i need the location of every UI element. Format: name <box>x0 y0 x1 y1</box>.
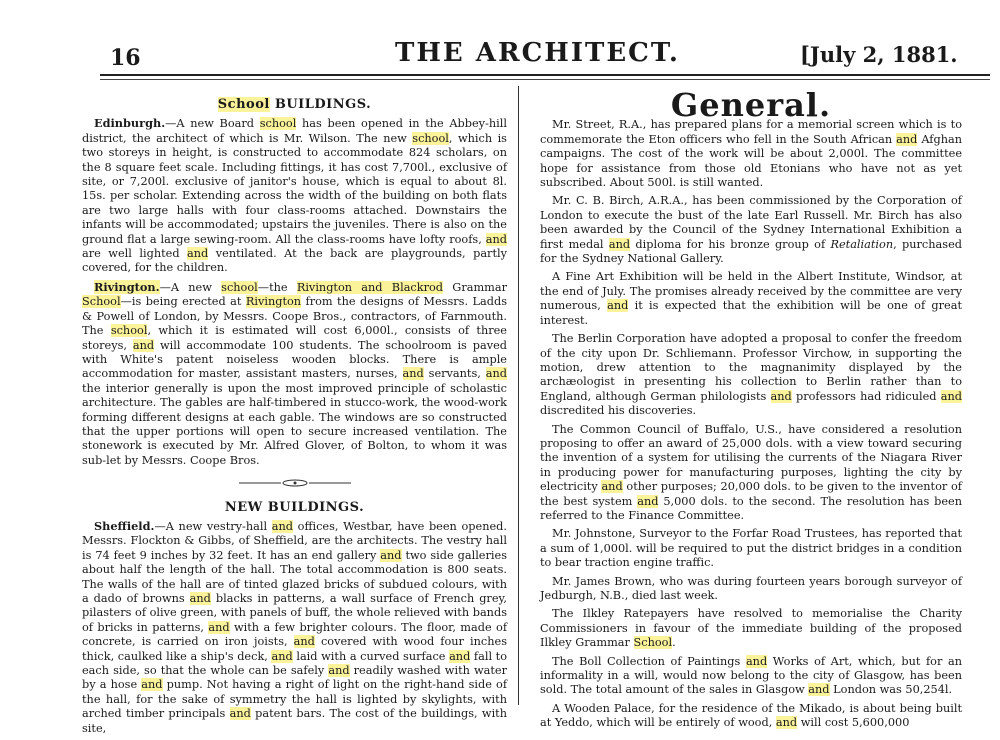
item-street-memorial <box>540 118 962 190</box>
text: A Fine Art Exhibition will be held in the Albert Institute, Windsor, at the end of July. The promises already received by the committee are very numerous, <box>540 270 962 313</box>
text: The Common Council of Buffalo, U.S., have considered a resolution proposing to offer an award of 25,000 dols. with a view toward securing the invention of a system for utilising the currents of the Niagara River in producing power for manufacturing purposes, lighting the city by electricity <box>540 422 962 494</box>
highlight: and <box>770 389 792 403</box>
text: blacks in patterns, a wall surface of French grey, pilasters of olive green, with panels of buff, the whole relieved with bands of bricks in patterns, <box>82 592 507 634</box>
text: servants, <box>423 367 486 381</box>
text: —A new <box>159 280 222 294</box>
item-boll-collection <box>540 655 962 698</box>
item-windsor-exhibition <box>540 270 962 328</box>
text: will accommodate 100 students. The schoolroom is paved with White's patent noiseless wooden blocks. There is ample accommodation for master, assistant masters, nurses, <box>82 338 507 381</box>
publication-title: THE ARCHITECT. <box>395 38 680 68</box>
highlight: Rivington <box>245 295 302 309</box>
item-james-brown <box>540 575 962 604</box>
text: The Berlin Corporation have adopted a proposal to confer the freedom of the city upon Dr. Schliemann. Professor Virchow, in supporting the motion, drew attention to the magnanimity displayed by the archæologist in presenting his collection to Berlin rather than to England, although German philologists <box>540 332 962 403</box>
text: 5,000 dols. to the second. The resolution has been referred to the Finance Committee. <box>540 494 962 522</box>
article-edinburgh <box>82 116 507 275</box>
section-divider-ornament <box>82 478 507 492</box>
article-lead: Sheffield. <box>94 518 155 533</box>
text: covered with wood four inches thick, caulked like a ship's deck, <box>82 635 507 663</box>
text: London was 50,254l. <box>829 683 953 697</box>
highlight: and <box>328 664 350 678</box>
highlight: school <box>412 131 449 145</box>
highlight: and <box>485 232 507 246</box>
text: with a few brighter colours. The floor, made of concrete, is carried on iron joists, <box>82 620 507 649</box>
right-column <box>540 86 963 735</box>
highlight: Rivington and Blackrod <box>296 280 444 294</box>
text: pump. Not having a right of light on the right-hand side of the hall, for the sake of symmetry the hall is lighted by skylights, with arched timber principals <box>82 678 507 721</box>
highlight: and <box>208 620 230 634</box>
text: from the designs of Messrs. Ladds & Powell of London, by Messrs. Coope Bros., contractors, of Farnmouth. The <box>82 295 507 338</box>
school-buildings-heading <box>82 98 507 112</box>
item-berlin-schliemann <box>540 332 962 418</box>
item-wooden-palace <box>540 702 962 731</box>
text: The Ilkley Ratepayers have resolved to memorialise the Charity Commissioners in favour of the immediate building of the proposed Ilkley Grammar <box>540 607 962 650</box>
item-birch-bust <box>540 194 962 266</box>
highlight: and <box>293 635 315 649</box>
text: —A new Board <box>165 117 260 131</box>
item-ilkley-school <box>540 607 962 650</box>
text: Afghan campaigns. The cost of the work will be about 2,000l. The committee hope for assistance from those old Etonians who have not as yet subscribed. About 500l. is still wanted. <box>540 132 962 190</box>
italic-title: Retaliation <box>830 237 894 251</box>
text: diploma for his bronze group of <box>630 237 831 251</box>
highlight: School <box>633 636 673 650</box>
highlight: and <box>940 389 962 403</box>
page-number: 16 <box>110 45 141 71</box>
highlight: School <box>217 97 270 112</box>
left-column <box>82 96 507 740</box>
highlight: and <box>229 707 251 721</box>
text: —is being erected at <box>120 295 246 309</box>
text: Mr. C. B. Birch, A.R.A., has been commissioned by the Corporation of London to execute the bust of the late Earl Russell. Mr. Birch has also been awarded by the Council of the Sydney International Exhibition a first medal <box>540 194 962 251</box>
highlight: and <box>896 132 918 146</box>
article-lead: Rivington. <box>94 279 160 294</box>
issue-date: [July 2, 1881. <box>800 42 958 67</box>
text: professors had ridiculed <box>791 389 941 403</box>
highlight: and <box>141 678 163 692</box>
text: , purchased for the Sydney National Gallery. <box>540 237 962 266</box>
text: are well lighted <box>82 247 188 261</box>
highlight: and <box>485 367 507 381</box>
article-lead: Edinburgh. <box>94 116 166 131</box>
text: the interior generally is upon the most improved principle of scholastic architecture. The gables are half-timbered in stucco-work, the wood-work forming different designs at each gable. The windows are so constructed that the upper portions will open to secure increased ventilation. The stonework is executed by Mr. Alfred Glover, of Bolton, to whom it was sub-let by Messrs. Coope Bros. <box>82 381 507 467</box>
article-rivington <box>82 280 507 468</box>
header-rule-thin <box>100 79 990 80</box>
highlight: and <box>402 367 424 381</box>
text: other purposes; 20,000 dols. to be given to the inventor of the best system <box>540 480 962 508</box>
text: readily washed with water by a hose <box>82 664 507 692</box>
text: Works of Art, which, but for an informality in a will, would now belong to the city of Glasgow, has been sold. The total amount of the sales in Glasgow <box>540 654 962 697</box>
highlight: school <box>259 117 297 131</box>
header-rule <box>100 74 990 76</box>
highlight: and <box>189 592 211 605</box>
highlight: and <box>607 299 629 313</box>
text: offices, Westbar, have been opened. Messrs. Flockton & Gibbs, of Sheffield, are the architects. The vestry hall is 74 feet 9 inches by 32 feet. It has an end gallery <box>82 519 507 562</box>
text: will cost 5,600,000 <box>797 716 910 730</box>
highlight: and <box>132 338 155 352</box>
text: it is expected that the exhibition will be one of great interest. <box>540 299 963 327</box>
text: Grammar <box>443 280 508 294</box>
text: fall to each side, so that the whole can be safely <box>82 649 507 678</box>
item-forfar-bridges <box>540 527 962 570</box>
highlight: school <box>110 324 148 338</box>
highlight: and <box>808 683 830 697</box>
highlight: School <box>82 295 121 309</box>
text: , which is two storeys in height, is constructed to accommodate 824 scholars, on the 8 square feet scale. Including fittings, it has cost 7,700l., exclusive of site, or 7,200l. exclusive of janitor's house, which is equal to about 8l. 15s. per scholar. Extending across the width of the building on both flats are two large halls with four class-rooms attached. Downstairs the infants will be accommodated; upstairs the juveniles. There is also on the ground flat a large sewing-room. All the class-rooms have lofty roofs, <box>82 131 507 246</box>
text: —A new vestry-hall <box>154 519 272 533</box>
general-heading: General. <box>670 86 832 124</box>
ornament-icon <box>235 478 355 488</box>
heading-text: BUILDINGS. <box>269 97 372 112</box>
highlight: and <box>637 494 659 508</box>
text: two side galleries about half the length of the hall. The total accommodation is 800 seats. The walls of the hall are of tinted glazed bricks of subdued colours, with a dado of browns <box>82 548 507 605</box>
text: , which it is estimated will cost 6,000l., consists of three storeys, <box>82 324 507 352</box>
new-buildings-heading: NEW BUILDINGS. <box>224 499 365 515</box>
highlight: and <box>608 237 631 251</box>
text: . <box>672 636 676 650</box>
text: —the <box>257 280 297 294</box>
text: A Wooden Palace, for the residence of the Mikado, is about being built at Yeddo, which will be entirely of wood, <box>540 701 962 730</box>
highlight: and <box>775 716 798 730</box>
text: ventilated. At the back are playgrounds, partly covered, for the children. <box>82 247 507 275</box>
article-sheffield <box>82 519 507 736</box>
highlight: and <box>601 480 623 494</box>
text: patent bars. The cost of the buildings, with site, <box>82 707 507 735</box>
column-separator <box>518 86 519 705</box>
text: has been opened in the Abbey-hill district, the architect of which is Mr. Wilson. The new <box>82 117 507 145</box>
text: discredited his discoveries. <box>540 404 697 418</box>
highlight: and <box>271 649 293 663</box>
highlight: and <box>380 548 402 562</box>
text: laid with a curved surface <box>292 649 450 663</box>
text: Mr. Street, R.A., has prepared plans for a memorial screen which is to commemorate the Eton officers who fell in the South African <box>540 118 962 146</box>
highlight: and <box>187 247 209 261</box>
highlight: and <box>271 519 293 533</box>
text: Mr. Johnstone, Surveyor to the Forfar Road Trustees, has reported that a sum of 1,000l. will be required to put the district bridges in a condition to bear traction engine traffic. <box>540 527 962 570</box>
item-buffalo-niagara <box>540 423 962 524</box>
text: The Boll Collection of Paintings <box>552 654 746 668</box>
highlight: and <box>745 654 768 668</box>
text: Mr. James Brown, who was during fourteen years borough surveyor of Jedburgh, N.B., died last week. <box>540 574 962 602</box>
highlight: and <box>449 649 471 663</box>
highlight: school <box>221 280 258 294</box>
